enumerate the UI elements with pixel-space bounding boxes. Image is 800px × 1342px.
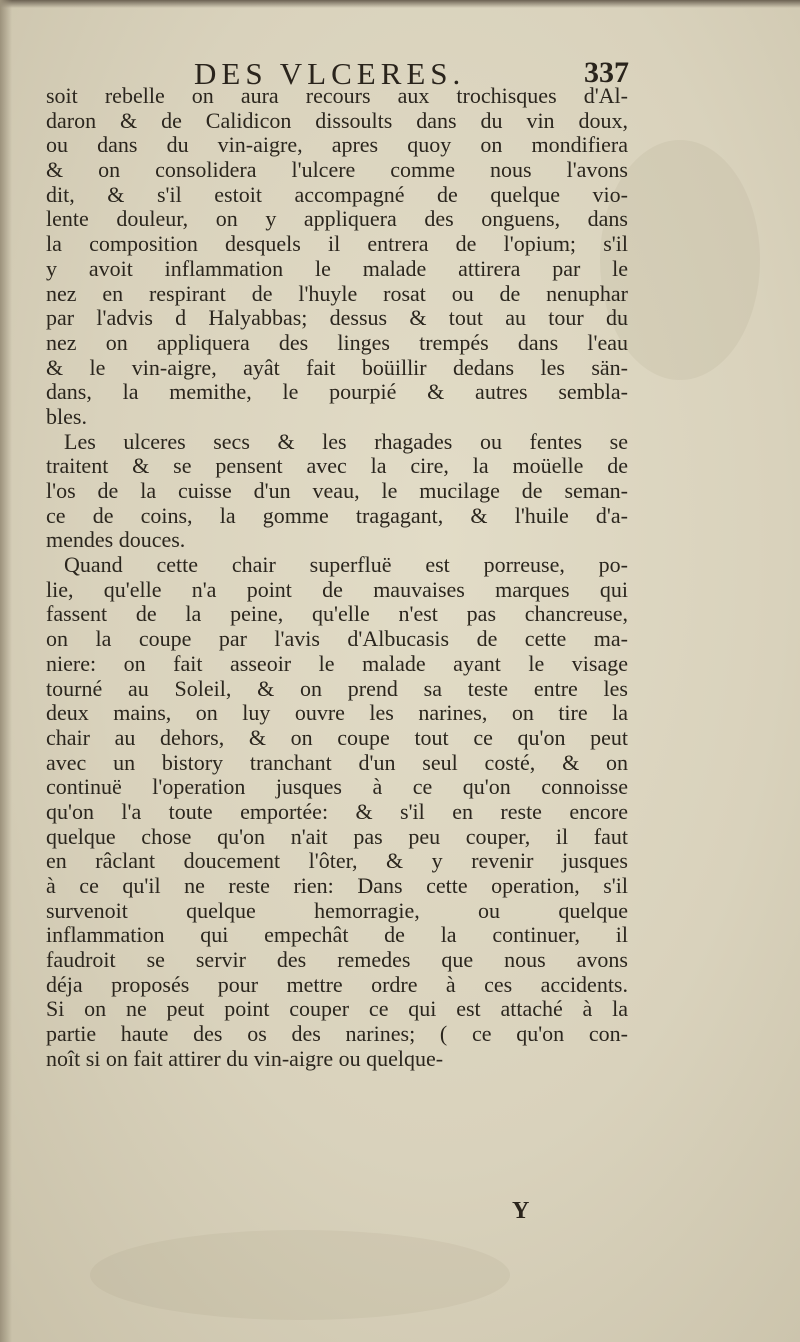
page-top-shadow <box>0 0 800 8</box>
text-line: dans, la memithe, le pourpié & autres sembla- <box>46 380 628 405</box>
text-line: l'os de la cuisse d'un veau, le mucilage de seman- <box>46 479 628 503</box>
text-line: mendes douces. <box>46 528 186 553</box>
page-binding-shadow <box>0 0 12 1342</box>
text-line: déja proposés pour mettre ordre à ces accidents. <box>46 972 628 997</box>
text-line: continuë l'operation jusques à ce qu'on connoisse <box>46 775 628 800</box>
text-line: daron & de Calidicon dissoults dans du vin doux, <box>46 108 628 133</box>
text-line: quelque chose qu'on n'ait pas peu couper, il faut <box>46 824 628 849</box>
text-line: la composition desquels il entrera de l'opium; s'il <box>46 232 628 257</box>
text-line: inflammation qui empechât de la continuer, il <box>46 923 628 948</box>
text-line: dit, & s'il estoit accompagné de quelque vio- <box>46 182 628 207</box>
text-line: survenoit quelque hemorragie, ou quelque <box>46 898 628 923</box>
text-line: & le vin-aigre, ayât fait boüillir dedans les sän- <box>46 355 628 380</box>
text-line: noît si on fait attirer du vin-aigre ou quelque- <box>46 1046 444 1071</box>
text-line: en râclant doucement l'ôter, & y revenir jusques <box>46 849 628 874</box>
text-line: qu'on l'a toute emportée: & s'il en reste encore <box>46 799 628 824</box>
text-line: lente douleur, on y appliquera des onguens, dans <box>46 207 628 232</box>
text-line: faudroit se servir des remedes que nous avons <box>46 948 628 973</box>
text-line: nez on appliquera des linges trempés dans l'eau <box>46 330 628 355</box>
text-line: Les ulceres secs & les rhagades ou fentes se <box>64 429 628 454</box>
text-line: niere: on fait asseoir le malade ayant le visage <box>46 651 628 676</box>
text-line: ce de coins, la gomme tragagant, & l'huile d'a- <box>46 503 628 528</box>
body-text <box>46 84 628 1072</box>
text-line: deux mains, on luy ouvre les narines, on tire la <box>46 701 628 726</box>
text-line: à ce qu'il ne reste rien: Dans cette operation, s'il <box>46 874 628 898</box>
text-line: traitent & se pensent avec la cire, la moüelle de <box>46 454 628 479</box>
text-line: chair au dehors, & on coupe tout ce qu'on peut <box>46 725 628 750</box>
text-line: lie, qu'elle n'a point de mauvaises marques qui <box>46 577 628 602</box>
text-line: soit rebelle on aura recours aux trochisques d'Al- <box>46 84 628 108</box>
text-line: partie haute des os des narines; ( ce qu'on con- <box>46 1022 628 1047</box>
text-line: Si on ne peut point couper ce qui est attaché à la <box>46 997 628 1022</box>
paper-stain <box>90 1230 510 1320</box>
text-line: fassent de la peine, qu'elle n'est pas chancreuse, <box>46 602 628 627</box>
text-line: nez en respirant de l'huyle rosat ou de nenuphar <box>46 281 628 306</box>
text-line: tourné au Soleil, & on prend sa teste entre les <box>46 676 628 701</box>
text-line: par l'advis d Halyabbas; dessus & tout au tour du <box>46 306 628 331</box>
text-line: avec un bistory tranchant d'un seul costé, & on <box>46 750 628 775</box>
text-line: on la coupe par l'avis d'Albucasis de cette ma- <box>46 627 628 652</box>
text-line: & on consolidera l'ulcere comme nous l'avons <box>46 158 628 183</box>
running-title: DES VLCERES. <box>194 56 466 91</box>
text-line: bles. <box>46 404 87 429</box>
text-line: ou dans du vin-aigre, apres quoy on mondifiera <box>46 133 628 158</box>
signature-mark: Y <box>512 1198 530 1224</box>
text-line: Quand cette chair superfluë est porreuse, po- <box>64 553 628 578</box>
page-number: 337 <box>584 56 629 89</box>
text-line: y avoit inflammation le malade attirera par le <box>46 256 628 281</box>
